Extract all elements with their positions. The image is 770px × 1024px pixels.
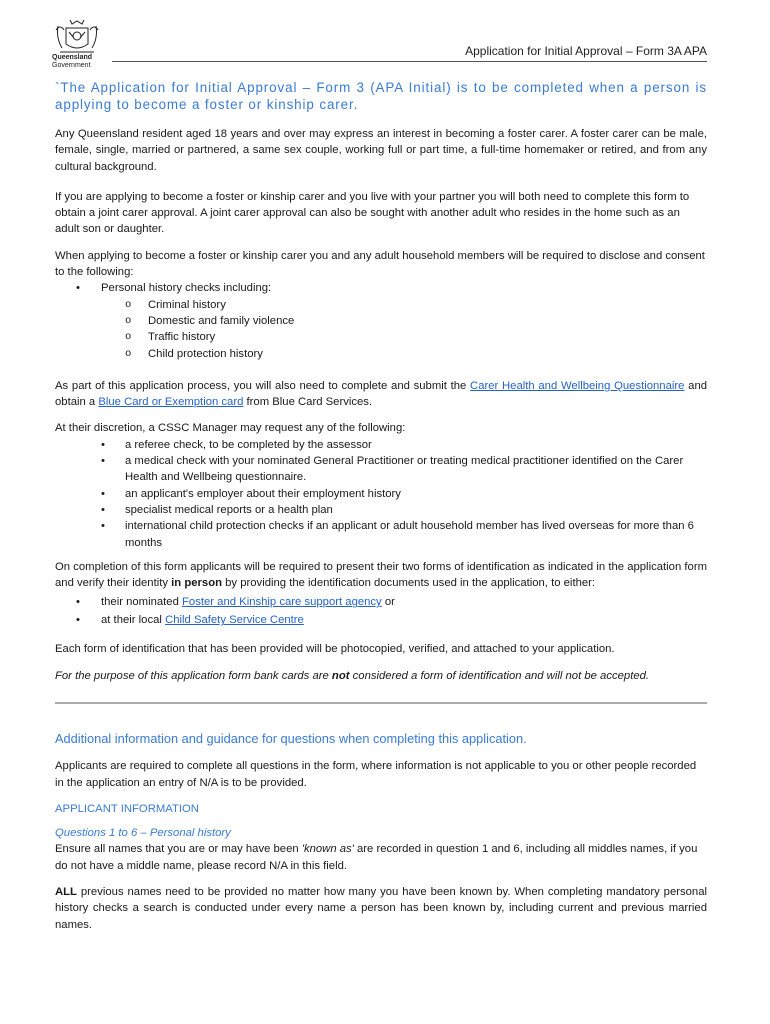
list-item: • their nominated Foster and Kinship care support agency or [55, 593, 707, 611]
paragraph-previous-names: ALL previous names need to be provided no matter how many you have been known by. When completing mandatory personal history checks a search is conducted under every name a person has been known by, including current and previous married names. [55, 886, 707, 931]
personal-history-checks-list [55, 297, 707, 362]
paragraph-known-as: Ensure all names that you are or may have been 'known as' are recorded in question 1 and 6, including all middles names, if you do not have a middle name, please record N/A in this field. [55, 843, 698, 872]
list-item: o Traffic history [125, 331, 216, 344]
cssc-request-list [55, 437, 707, 551]
intro-heading: `The Application for Initial Approval – Form 3 (APA Initial) is to be completed when a person is applying to become a foster or kinship carer. [55, 80, 707, 112]
list-item: • a referee check, to be completed by the assessor [55, 437, 707, 453]
personal-history-subheading: Questions 1 to 6 – Personal history [55, 827, 231, 840]
paragraph-disclosure: When applying to become a foster or kinship carer you and any adult household members will be required to disclose and consent to the following: [55, 249, 705, 279]
child-safety-service-centre-link[interactable]: Child Safety Service Centre [165, 614, 304, 627]
list-item: o Domestic and family violence [125, 314, 295, 327]
disclosure-list [55, 280, 707, 296]
paragraph-photocopy: Each form of identification that has been provided will be photocopied, verified, and attached to your application. [55, 643, 615, 656]
list-item: • at their local Child Safety Service Centre [55, 611, 707, 629]
paragraph-identification: On completion of this form applicants will be required to present their two forms of identification as indicated in the application form and verify their identity in person by providing the identification documents used in the application, to either: [55, 560, 707, 590]
applicant-information-heading: APPLICANT INFORMATION [55, 802, 199, 815]
foster-kinship-agency-link[interactable]: Foster and Kinship care support agency [182, 596, 382, 609]
document-header-title: Application for Initial Approval – Form 3A APA [465, 44, 707, 58]
paragraph-cssc-manager: At their discretion, a CSSC Manager may request any of the following: [55, 422, 406, 435]
blue-card-link[interactable]: Blue Card or Exemption card [98, 396, 244, 409]
header-rule [112, 61, 707, 62]
list-item: • a medical check with your nominated General Practitioner or treating medical practitioner identified on the Carer Health and Wellbeing questionnaire. [55, 453, 707, 486]
logo-wordmark: Queensland Government [52, 54, 93, 69]
paragraph-eligibility: Any Queensland resident aged 18 years and over may express an interest in becoming a foster carer. A foster carer can be male, female, single, married or partnered, a same sex couple, working full or part time, a full-time homemaker or retired, and from any cultural background. [55, 128, 707, 173]
identification-locations-list [55, 593, 707, 629]
list-item: • specialist medical reports or a health plan [55, 502, 707, 518]
carer-health-questionnaire-link[interactable]: Carer Health and Wellbeing Questionnaire [470, 379, 685, 392]
paragraph-joint-approval: If you are applying to become a foster or kinship carer and you live with your partner you will both need to complete this form to obtain a joint carer approval. A joint carer approval can also be sought with another adult who resides in the home such as an adult son or daughter. [55, 190, 690, 236]
list-item: • Personal history checks including: [55, 280, 707, 296]
list-item: o Child protection history [125, 347, 263, 360]
paragraph-na-entry: Applicants are required to complete all questions in the form, where information is not applicable to you or other people recorded in the application an entry of N/A is to be provided. [55, 760, 697, 789]
document-body [55, 126, 707, 694]
list-item: o Criminal history [125, 298, 226, 311]
list-item: • international child protection checks if an applicant or adult household member has lived overseas for more than 6 months [55, 518, 707, 551]
section-divider [55, 702, 707, 704]
guidance-section [55, 731, 707, 943]
guidance-heading: Additional information and guidance for questions when completing this application. [55, 731, 527, 746]
paragraph-bank-cards: For the purpose of this application form bank cards are not considered a form of identification and will not be accepted. [55, 669, 650, 682]
list-item: • an applicant's employer about their employment history [55, 486, 707, 502]
paragraph-questionnaire: As part of this application process, you will also need to complete and submit the Carer Health and Wellbeing Questionnaire and obtain a Blue Card or Exemption card from Blue Card Services. [55, 379, 708, 409]
